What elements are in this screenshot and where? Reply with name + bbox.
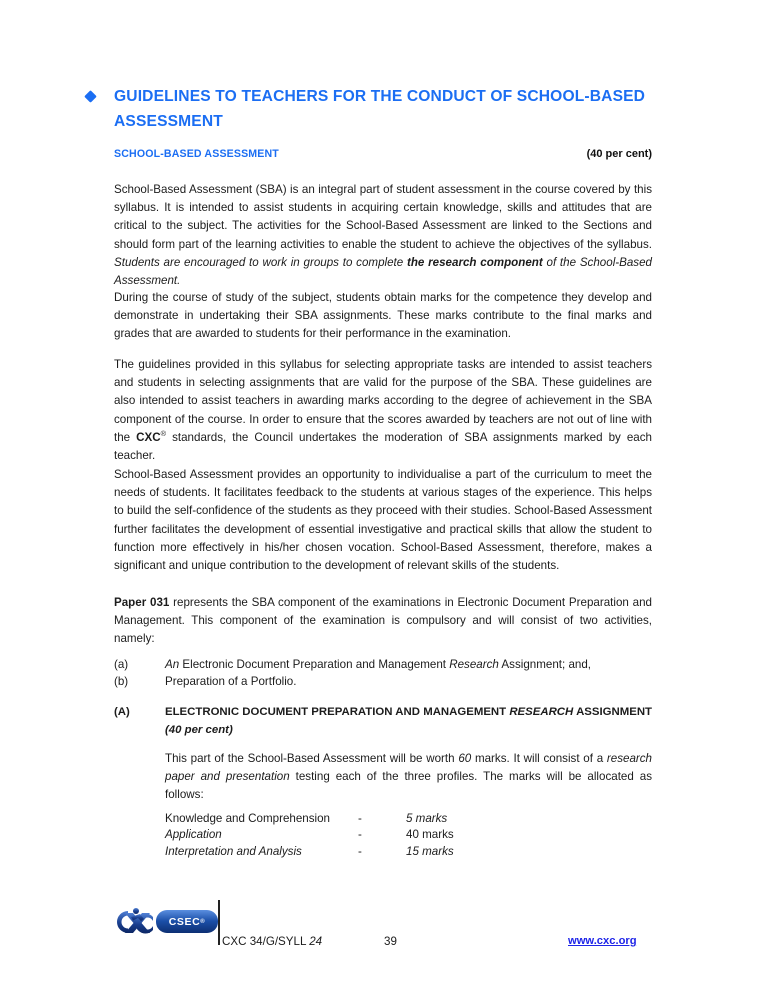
cxc-monogram-icon [113, 906, 159, 938]
marks-dash: - [358, 812, 362, 825]
diamond-bullet-icon [84, 90, 97, 103]
marks-value: 5 marks [406, 812, 448, 825]
cxc-logo [113, 904, 213, 940]
list-item-text-1: Electronic Document Preparation and Management [179, 658, 450, 671]
page-footer [0, 900, 768, 960]
section-a-heading [114, 703, 652, 739]
marks-profile-name: Interpretation and Analysis [165, 844, 302, 858]
section-a-para-part-1: This part of the School-Based Assessment will be worth [165, 752, 459, 765]
section-a-label: (A) [114, 706, 130, 718]
page-title [86, 85, 656, 134]
footer-website-link[interactable]: www.cxc.org [568, 935, 637, 947]
marks-value: 40 marks [406, 828, 454, 842]
cxc-brand-text: CXC [136, 430, 161, 444]
section-subheading-row [114, 148, 652, 160]
paragraph-text: School-Based Assessment (SBA) is an integral part of student assessment in the course covered by this syllabus. It is intended to assist students in acquiring certain knowledge, skills and attitudes that are critical to the subject. The activities for the School-Based Assessment are linked to the Sections and should form part of the learning activities to enable the student to achieve the objectives of the syllabus. [114, 183, 652, 251]
paragraph-guidelines-moderation [114, 356, 652, 465]
section-a-para-part-3: testing each of the three profiles. The marks will be allocated as follows: [165, 770, 652, 802]
footer-syllabus-code [222, 935, 322, 948]
list-item-label: (a) [114, 658, 129, 671]
paragraph-marks-competence [114, 289, 652, 344]
footer-page-number: 39 [384, 935, 397, 948]
section-a-title-part-2: ASSIGNMENT [573, 706, 653, 718]
paragraph-sba-intro [114, 181, 652, 290]
section-a-title [165, 703, 652, 739]
activities-list [114, 656, 652, 690]
csec-badge: CSEC ® [156, 910, 218, 933]
page-title-text: GUIDELINES TO TEACHERS FOR THE CONDUCT OF SCHOOL-BASED ASSESSMENT [114, 88, 646, 130]
list-item-italic-research: Research [449, 658, 499, 671]
footer-syllabus-year: 24 [309, 935, 323, 948]
list-item-text: Preparation of a Portfolio. [165, 675, 297, 688]
paragraph-text: represents the SBA component of the examinations in Electronic Document Preparation and Management. This component of the examination is compulsory and will consist of two activities, namely: [114, 596, 652, 646]
section-a-para-italic: research paper and presentation [165, 752, 652, 784]
marks-allocation-table [165, 811, 495, 860]
marks-value: 15 marks [406, 844, 454, 858]
list-item [114, 673, 652, 690]
marks-dash: - [358, 828, 362, 842]
section-a-title-weight: (40 per cent) [165, 724, 233, 737]
list-item-text [165, 656, 652, 673]
footer-divider [218, 900, 220, 945]
table-row [165, 844, 495, 860]
list-item-italic-lead: An [165, 658, 180, 671]
paragraph-text: During the course of study of the subject, students obtain marks for the competence they develop and demonstrate in undertaking their SBA assignments. These marks contribute to the final marks and grades that are awarded to students for their performance in the examination. [114, 291, 652, 341]
footer-syllabus-code-text: CXC 34/G/SYLL [222, 935, 310, 948]
section-a-title-part-1: ELECTRONIC DOCUMENT PREPARATION AND MANAGEMENT [165, 706, 510, 718]
section-a-paragraph [165, 750, 652, 805]
subheading-weight: (40 per cent) [586, 148, 652, 160]
paragraph-text: The guidelines provided in this syllabus for selecting appropriate tasks are intended to assist teachers and students in selecting assignments that are valid for the purpose of the SBA. These guidelines are also intended to assist teachers in awarding marks according to the degree of achievement in the SBA component of the course. In order to ensure that the scores awarded by teachers are not out of line with the [114, 358, 652, 444]
section-a-para-part-2: marks. It will consist of a [471, 752, 607, 765]
table-row [165, 827, 495, 843]
paragraph-text-tail: standards, the Council undertakes the moderation of SBA assignments marked by each teacher. [114, 430, 652, 463]
paragraph-individualise-curriculum [114, 466, 652, 575]
list-item-label: (b) [114, 675, 129, 688]
marks-profile-name: Knowledge and Comprehension [165, 812, 331, 825]
paper-number-label: Paper 031 [114, 596, 170, 609]
csec-badge-text: CSEC [168, 915, 201, 928]
section-a-total-marks: 60 [458, 752, 472, 765]
list-item-text-2: Assignment; and, [498, 658, 592, 671]
list-item [114, 656, 652, 673]
subheading-label: SCHOOL-BASED ASSESSMENT [114, 148, 279, 160]
paragraph-bold-italic-phrase: the research component [406, 255, 543, 269]
paragraph-text: School-Based Assessment provides an opportunity to individualise a part of the curriculum to meet the needs of students. It facilitates feedback to the students at various stages of the experience. This helps to build the self-confidence of the students as they proceed with their studies. School-Based Assessment further facilitates the development of essential investigative and practical skills that allow the student to function more effectively in his/her chosen vocation. School-Based Assessment, therefore, makes a significant and unique contribution to the development of relevant skills of the students. [114, 468, 652, 573]
section-a-title-research: RESEARCH [509, 706, 574, 718]
table-row [165, 811, 495, 827]
marks-profile-name: Application [165, 828, 222, 842]
registered-mark: ® [160, 428, 167, 438]
paragraph-italic-tail: of the School-Based Assessment. [114, 255, 652, 288]
marks-dash: - [358, 844, 362, 858]
paragraph-italic-lead: Students are encouraged to work in groups to complete [114, 255, 407, 269]
paragraph-paper-031 [114, 594, 652, 649]
